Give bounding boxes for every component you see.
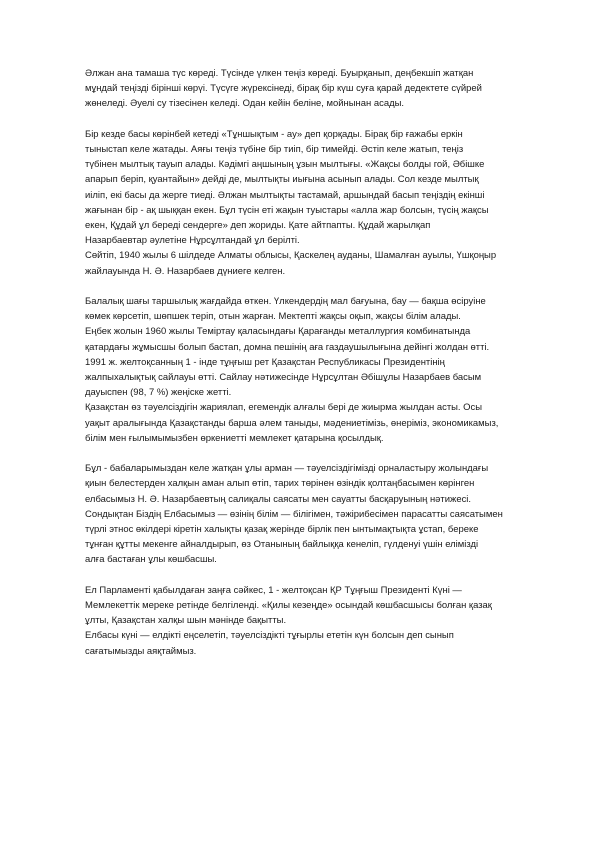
text-line: жайлауында Н. Ә. Назарбаев дүниеге келген. [85, 265, 286, 277]
text-line: тыныстап келе жатады. Аяғы теңіз түбіне бір тиіп, бір тимейді. Әстіп келе жатып, теңіз [85, 144, 464, 155]
paragraph-dream [85, 66, 530, 112]
text-line: білім мен ғылымымызбен өркениетті мемлекет қатарына қосылдық. [85, 432, 384, 444]
text-line: Қазақстан өз тәуелсіздігін жариялап, егемендік алғалы бері де жиырма жылдан асты. Осы [85, 402, 483, 414]
text-line: қатардағы жұмысшы болып бастап, домна пешінің аға газдаушылығына дейінгі жолдан өтті. [85, 341, 490, 353]
text-line: Сөйтіп, 1940 жылы 6 шілдеде Алматы облысы, Қаскелең ауданы, Шамалған ауылы, Үшқоңыр [85, 250, 497, 262]
text-line: елбасымыз Н. Ә. Назарбаевтың салиқалы саясаты мен сауатты басқаруының нәтижесі. [85, 493, 472, 505]
paragraph-rifle [85, 127, 530, 279]
paragraph-holiday [85, 583, 530, 659]
text-line: көмек көрсетіп, шөпшек теріп, отын жарған. Мектепті жақсы оқып, жақсы білім алады. [85, 311, 461, 323]
text-line: түбінен мылтық тауып алады. Кәдімгі аңшының ұзын мылтығы. «Жақсы болды гой, Әбішке [85, 159, 485, 171]
text-line: жалпыхалықтық сайлауы өтті. Сайлау нәтижесінде Нұрсұлтан Әбішұлы Назарбаев басым [85, 372, 482, 384]
text-line: Елбасы күні — елдікті еңселетіп, тәуелсіздікті тұғырлы ететін күн болсын деп сынып [85, 630, 454, 642]
text-line: Ел Парламенті қабылдаған заңға сәйкес, 1 - желтоқсан ҚР Тұңғыш Президенті Күні — [85, 584, 462, 596]
text-line: апарып беріп, қуантайын» дейді де, мылтықты иығына асынып алады. Сол кезде мылтық [85, 174, 479, 186]
text-line: Мемлекеттік мереке ретінде белгіленді. «Қилы кезеңде» осындай көшбасшысы болған қазақ [85, 600, 492, 612]
document-body [85, 66, 530, 674]
text-line: алға бастаған ұлы көшбасшы. [85, 554, 217, 566]
text-line: екен, Құдай ұл береді сендерге» деп жориды. Қате айтпапты. Құдай жарылқап [85, 220, 431, 232]
text-line: ұлты, Қазақстан халқы шын мәнінде бақытты. [85, 615, 287, 627]
text-line: Бұл - бабаларымыздан келе жатқан ұлы арман — тәуелсіздігімізді орналастыру жолындағы [85, 463, 489, 475]
text-line: 1991 ж. желтоқсанның 1 - інде тұңғыш рет Қазақстан Республикасы Президентінің [85, 356, 445, 368]
text-line: дауыспен (98, 7 %) жеңіске жетті. [85, 387, 232, 399]
text-line: жөнеледі. Әуелі су тізесінен келеді. Одан кейін беліне, мойнынан асады. [85, 98, 404, 110]
text-line: Сондықтан Біздің Елбасымыз — өзінің білім — білігімен, тәжірибесімен парасатты саясатымен [85, 508, 503, 520]
text-line: иіліп, екі басы да жерге тиеді. Әлжан мылтықты тастамай, аршындай басып теңіздің екінші [85, 189, 485, 201]
text-line: Балалық шағы таршылық жағдайда өткен. Үлкендердің мал бағуына, бау — бақша өсіруіне [85, 296, 486, 308]
text-line: Бір кезде басы көрінбей кетеді «Тұншықтым - ау» деп қорқады. Бірақ бір ғажабы еркін [85, 128, 463, 140]
text-line: тұнған құтты мекенге айналдырып, өз Отанының байлыққа кенеліп, гүлденуі үшін елімізді [85, 539, 479, 551]
text-line: түрлі этнос өкілдері кіретін халықты қазақ жерінде бірлік пен ынтымақтықта ұстап, береке [85, 524, 479, 536]
text-line: мұндай теңізді бірінші көрүі. Түсүге жүрексінеді, бірақ бір күш суға қарай дедектете сүйрей [85, 83, 482, 95]
paragraph-career [85, 294, 530, 446]
text-line: сағатымызды аяқтаймыз. [85, 645, 197, 657]
text-line: жағынан бір - ақ шыққан екен. Бұл түсін еті жақын туыстары «алла жар болсын, түсің жақсы [85, 204, 489, 216]
text-line: Әлжан ана тамаша түс көреді. Түсінде үлкен теңіз көреді. Буырқанып, деңбекшіп жатқан [85, 68, 474, 79]
text-line: уақыт аралығында Қазақстанды барша әлем таныды, мәдениетімізь, өнеріміз, экономикамыз, [85, 417, 499, 429]
text-line: Назарбаевтар әулетіне Нұрсұлтандай ұл берілті. [85, 235, 300, 247]
text-line: Еңбек жолын 1960 жылы Теміртау қаласындағы Қарағанды металлургия комбинатында [85, 326, 471, 338]
paragraph-leader [85, 461, 530, 567]
text-line: қиын белестерден халқын аман алып өтіп, тарих төрінен өзіндік қолтаңбасымен көрінген [85, 478, 475, 490]
